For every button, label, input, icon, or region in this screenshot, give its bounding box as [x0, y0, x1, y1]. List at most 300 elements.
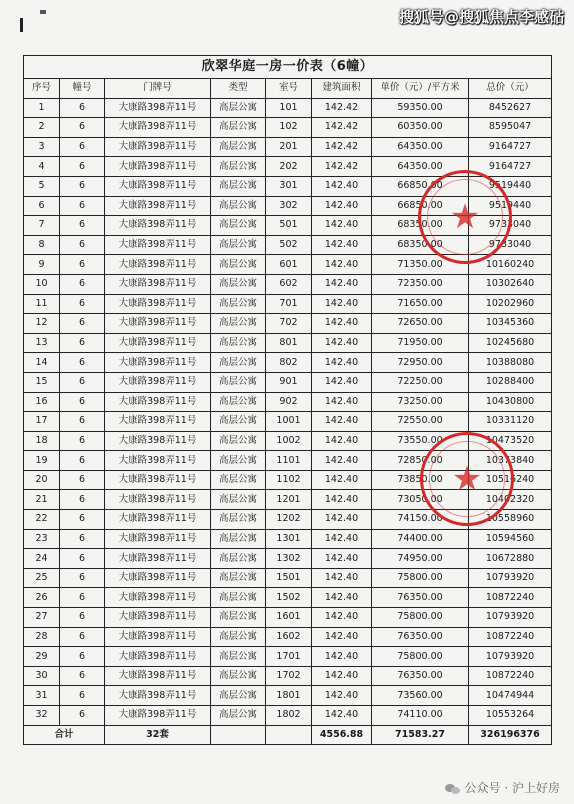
cell-unit-price: 59350.00 [372, 98, 469, 118]
cell-total-price: 10516240 [469, 470, 552, 490]
cell-index: 12 [24, 314, 60, 334]
cell-building: 6 [60, 588, 105, 608]
cell-area: 142.40 [312, 372, 372, 392]
page-mark [40, 10, 46, 14]
total-row [24, 725, 552, 745]
cell-address: 大康路398弄11号 [105, 294, 211, 314]
cell-index: 29 [24, 647, 60, 667]
cell-area: 142.40 [312, 549, 372, 569]
cell-index: 4 [24, 157, 60, 177]
cell-area: 142.40 [312, 392, 372, 412]
empty-cell [211, 725, 266, 745]
cell-room: 302 [266, 196, 312, 216]
total-area: 4556.88 [312, 725, 372, 745]
cell-building: 6 [60, 255, 105, 275]
cell-index: 27 [24, 608, 60, 628]
cell-room: 201 [266, 137, 312, 157]
cell-type: 高层公寓 [211, 235, 266, 255]
cell-area: 142.42 [312, 118, 372, 138]
cell-building: 6 [60, 216, 105, 236]
cell-index: 25 [24, 568, 60, 588]
cell-address: 大康路398弄11号 [105, 98, 211, 118]
cell-type: 高层公寓 [211, 216, 266, 236]
cell-room: 702 [266, 314, 312, 334]
cell-type: 高层公寓 [211, 706, 266, 726]
table-row [24, 98, 552, 118]
cell-index: 13 [24, 333, 60, 353]
cell-room: 202 [266, 157, 312, 177]
cell-total-price: 9519440 [469, 196, 552, 216]
cell-unit-price: 76350.00 [372, 666, 469, 686]
cell-building: 6 [60, 274, 105, 294]
cell-address: 大康路398弄11号 [105, 510, 211, 530]
cell-address: 大康路398弄11号 [105, 157, 211, 177]
cell-index: 16 [24, 392, 60, 412]
price-table [23, 55, 552, 745]
empty-cell [266, 725, 312, 745]
cell-address: 大康路398弄11号 [105, 372, 211, 392]
table-row [24, 666, 552, 686]
cell-building: 6 [60, 431, 105, 451]
star-icon: ★ [451, 459, 483, 499]
cell-type: 高层公寓 [211, 431, 266, 451]
cell-address: 大康路398弄11号 [105, 549, 211, 569]
cell-area: 142.40 [312, 568, 372, 588]
cell-unit-price: 72950.00 [372, 353, 469, 373]
cell-room: 1101 [266, 451, 312, 471]
cell-area: 142.40 [312, 255, 372, 275]
cell-area: 142.42 [312, 137, 372, 157]
cell-building: 6 [60, 647, 105, 667]
cell-room: 602 [266, 274, 312, 294]
cell-room: 1801 [266, 686, 312, 706]
cell-total-price: 10793920 [469, 568, 552, 588]
cell-total-price: 9164727 [469, 137, 552, 157]
cell-area: 142.40 [312, 314, 372, 334]
cell-index: 10 [24, 274, 60, 294]
cell-index: 15 [24, 372, 60, 392]
total-count: 32套 [105, 725, 211, 745]
cell-address: 大康路398弄11号 [105, 490, 211, 510]
cell-address: 大康路398弄11号 [105, 333, 211, 353]
cell-type: 高层公寓 [211, 470, 266, 490]
cell-total-price: 10160240 [469, 255, 552, 275]
cell-type: 高层公寓 [211, 137, 266, 157]
cell-building: 6 [60, 196, 105, 216]
cell-unit-price: 75800.00 [372, 647, 469, 667]
header-row [24, 79, 552, 99]
cell-type: 高层公寓 [211, 490, 266, 510]
cell-unit-price: 60350.00 [372, 118, 469, 138]
cell-unit-price: 73850.00 [372, 470, 469, 490]
table-row [24, 490, 552, 510]
cell-address: 大康路398弄11号 [105, 196, 211, 216]
cell-unit-price: 74110.00 [372, 706, 469, 726]
cell-unit-price: 76350.00 [372, 588, 469, 608]
cell-total-price: 10388080 [469, 353, 552, 373]
cell-address: 大康路398弄11号 [105, 431, 211, 451]
cell-area: 142.42 [312, 98, 372, 118]
table-row [24, 333, 552, 353]
cell-total-price: 10872240 [469, 666, 552, 686]
cell-area: 142.40 [312, 451, 372, 471]
header-cell: 建筑面积 [312, 79, 372, 99]
cell-address: 大康路398弄11号 [105, 529, 211, 549]
cell-area: 142.42 [312, 157, 372, 177]
cell-area: 142.40 [312, 235, 372, 255]
cell-unit-price: 68350.00 [372, 235, 469, 255]
cell-address: 大康路398弄11号 [105, 706, 211, 726]
cell-address: 大康路398弄11号 [105, 314, 211, 334]
cell-total-price: 9733040 [469, 235, 552, 255]
cell-type: 高层公寓 [211, 176, 266, 196]
table-row [24, 255, 552, 275]
table-row [24, 137, 552, 157]
cell-total-price: 10793920 [469, 608, 552, 628]
table-row [24, 353, 552, 373]
cell-address: 大康路398弄11号 [105, 216, 211, 236]
table-row [24, 314, 552, 334]
cell-area: 142.40 [312, 608, 372, 628]
table-row [24, 294, 552, 314]
header-cell: 序号 [24, 79, 60, 99]
table-row [24, 627, 552, 647]
cell-address: 大康路398弄11号 [105, 137, 211, 157]
table-title: 欣翠华庭一房一价表（6幢） [24, 56, 552, 79]
cell-address: 大康路398弄11号 [105, 353, 211, 373]
cell-room: 901 [266, 372, 312, 392]
cell-area: 142.40 [312, 588, 372, 608]
cell-area: 142.40 [312, 686, 372, 706]
cell-unit-price: 76350.00 [372, 627, 469, 647]
cell-building: 6 [60, 157, 105, 177]
cell-room: 1702 [266, 666, 312, 686]
cell-building: 6 [60, 666, 105, 686]
cell-building: 6 [60, 235, 105, 255]
cell-total-price: 10553264 [469, 706, 552, 726]
cell-building: 6 [60, 333, 105, 353]
cell-total-price: 10288400 [469, 372, 552, 392]
cell-unit-price: 68350.00 [372, 216, 469, 236]
cell-type: 高层公寓 [211, 157, 266, 177]
cell-area: 142.40 [312, 706, 372, 726]
cell-total-price: 10373840 [469, 451, 552, 471]
table-row [24, 412, 552, 432]
cell-type: 高层公寓 [211, 666, 266, 686]
cell-building: 6 [60, 470, 105, 490]
cell-type: 高层公寓 [211, 686, 266, 706]
header-cell: 门牌号 [105, 79, 211, 99]
cell-type: 高层公寓 [211, 333, 266, 353]
cell-building: 6 [60, 549, 105, 569]
cell-room: 1001 [266, 412, 312, 432]
header-cell: 总价（元） [469, 79, 552, 99]
cell-index: 26 [24, 588, 60, 608]
cell-total-price: 10474944 [469, 686, 552, 706]
cell-type: 高层公寓 [211, 196, 266, 216]
cell-unit-price: 66850.00 [372, 176, 469, 196]
star-icon: ★ [449, 197, 481, 237]
cell-total-price: 10245680 [469, 333, 552, 353]
cell-address: 大康路398弄11号 [105, 255, 211, 275]
cell-address: 大康路398弄11号 [105, 608, 211, 628]
cell-address: 大康路398弄11号 [105, 666, 211, 686]
cell-unit-price: 72250.00 [372, 372, 469, 392]
cell-type: 高层公寓 [211, 353, 266, 373]
cell-address: 大康路398弄11号 [105, 392, 211, 412]
cell-unit-price: 73050.00 [372, 490, 469, 510]
table-row [24, 608, 552, 628]
cell-area: 142.40 [312, 216, 372, 236]
cell-type: 高层公寓 [211, 608, 266, 628]
cell-index: 19 [24, 451, 60, 471]
table-row [24, 235, 552, 255]
cell-total-price: 9519440 [469, 176, 552, 196]
cell-address: 大康路398弄11号 [105, 588, 211, 608]
cell-type: 高层公寓 [211, 98, 266, 118]
cell-type: 高层公寓 [211, 118, 266, 138]
cell-index: 20 [24, 470, 60, 490]
cell-index: 24 [24, 549, 60, 569]
cell-address: 大康路398弄11号 [105, 470, 211, 490]
table-row [24, 568, 552, 588]
cell-total-price: 10202960 [469, 294, 552, 314]
total-avg-price: 71583.27 [372, 725, 469, 745]
cell-unit-price: 64350.00 [372, 157, 469, 177]
cell-area: 142.40 [312, 470, 372, 490]
cell-type: 高层公寓 [211, 588, 266, 608]
cell-address: 大康路398弄11号 [105, 176, 211, 196]
table-row [24, 274, 552, 294]
cell-area: 142.40 [312, 510, 372, 530]
cell-room: 1502 [266, 588, 312, 608]
cell-unit-price: 72550.00 [372, 412, 469, 432]
cell-total-price: 10345360 [469, 314, 552, 334]
cell-area: 142.40 [312, 490, 372, 510]
table-row [24, 706, 552, 726]
cell-total-price: 8452627 [469, 98, 552, 118]
header-cell: 幢号 [60, 79, 105, 99]
cell-room: 501 [266, 216, 312, 236]
table-row [24, 647, 552, 667]
cell-total-price: 10872240 [469, 627, 552, 647]
cell-index: 3 [24, 137, 60, 157]
cell-building: 6 [60, 314, 105, 334]
cell-building: 6 [60, 490, 105, 510]
cell-total-price: 10473520 [469, 431, 552, 451]
cell-type: 高层公寓 [211, 255, 266, 275]
cell-room: 802 [266, 353, 312, 373]
header-cell: 室号 [266, 79, 312, 99]
cell-total-price: 10558960 [469, 510, 552, 530]
cell-unit-price: 66850.00 [372, 196, 469, 216]
cell-room: 1201 [266, 490, 312, 510]
cell-building: 6 [60, 686, 105, 706]
cell-index: 30 [24, 666, 60, 686]
cell-building: 6 [60, 392, 105, 412]
cell-area: 142.40 [312, 196, 372, 216]
cell-index: 14 [24, 353, 60, 373]
cell-building: 6 [60, 118, 105, 138]
cell-building: 6 [60, 372, 105, 392]
cell-building: 6 [60, 529, 105, 549]
cell-index: 17 [24, 412, 60, 432]
cell-room: 1802 [266, 706, 312, 726]
cell-index: 7 [24, 216, 60, 236]
cell-unit-price: 74950.00 [372, 549, 469, 569]
cell-total-price: 10872240 [469, 588, 552, 608]
cell-total-price: 10302640 [469, 274, 552, 294]
cell-area: 142.40 [312, 176, 372, 196]
cell-building: 6 [60, 412, 105, 432]
cell-unit-price: 74150.00 [372, 510, 469, 530]
cell-room: 1301 [266, 529, 312, 549]
cell-building: 6 [60, 98, 105, 118]
cell-address: 大康路398弄11号 [105, 568, 211, 588]
cell-area: 142.40 [312, 647, 372, 667]
cell-type: 高层公寓 [211, 294, 266, 314]
header-cell: 单价（元）/平方米 [372, 79, 469, 99]
cell-unit-price: 64350.00 [372, 137, 469, 157]
bottom-watermark-text: 公众号 · 沪上好房 [464, 781, 560, 795]
cell-room: 301 [266, 176, 312, 196]
cell-type: 高层公寓 [211, 412, 266, 432]
cell-room: 1601 [266, 608, 312, 628]
cell-area: 142.40 [312, 412, 372, 432]
cell-unit-price: 73550.00 [372, 431, 469, 451]
cell-address: 大康路398弄11号 [105, 627, 211, 647]
cell-index: 9 [24, 255, 60, 275]
table-row [24, 372, 552, 392]
cell-index: 28 [24, 627, 60, 647]
cell-area: 142.40 [312, 294, 372, 314]
cell-unit-price: 72650.00 [372, 314, 469, 334]
cell-total-price: 10331120 [469, 412, 552, 432]
cell-area: 142.40 [312, 274, 372, 294]
cell-type: 高层公寓 [211, 451, 266, 471]
cell-building: 6 [60, 706, 105, 726]
table-row [24, 196, 552, 216]
cell-area: 142.40 [312, 666, 372, 686]
wechat-icon [445, 783, 461, 795]
cell-type: 高层公寓 [211, 274, 266, 294]
table-row [24, 510, 552, 530]
cell-type: 高层公寓 [211, 647, 266, 667]
cell-building: 6 [60, 176, 105, 196]
header-cell: 类型 [211, 79, 266, 99]
cell-area: 142.40 [312, 353, 372, 373]
cell-total-price: 10793920 [469, 647, 552, 667]
cell-room: 701 [266, 294, 312, 314]
cell-unit-price: 74400.00 [372, 529, 469, 549]
table-row [24, 529, 552, 549]
table-body [24, 98, 552, 725]
cell-index: 32 [24, 706, 60, 726]
table-row [24, 431, 552, 451]
cell-building: 6 [60, 451, 105, 471]
cell-address: 大康路398弄11号 [105, 412, 211, 432]
table-row [24, 216, 552, 236]
cell-building: 6 [60, 608, 105, 628]
cell-room: 101 [266, 98, 312, 118]
cell-address: 大康路398弄11号 [105, 686, 211, 706]
cell-total-price: 10594560 [469, 529, 552, 549]
cell-building: 6 [60, 294, 105, 314]
cell-room: 1701 [266, 647, 312, 667]
cell-total-price: 9733040 [469, 216, 552, 236]
cell-index: 23 [24, 529, 60, 549]
bottom-watermark [445, 779, 560, 796]
cell-total-price: 10402320 [469, 490, 552, 510]
table-row [24, 686, 552, 706]
cell-index: 22 [24, 510, 60, 530]
page-mark [20, 18, 23, 32]
total-price: 326196376 [469, 725, 552, 745]
cell-total-price: 9164727 [469, 157, 552, 177]
cell-address: 大康路398弄11号 [105, 118, 211, 138]
cell-area: 142.40 [312, 529, 372, 549]
cell-index: 31 [24, 686, 60, 706]
cell-unit-price: 75800.00 [372, 608, 469, 628]
table-row [24, 451, 552, 471]
cell-unit-price: 73560.00 [372, 686, 469, 706]
cell-index: 6 [24, 196, 60, 216]
total-label: 合计 [24, 725, 105, 745]
cell-room: 1302 [266, 549, 312, 569]
cell-type: 高层公寓 [211, 372, 266, 392]
table-row [24, 176, 552, 196]
cell-address: 大康路398弄11号 [105, 451, 211, 471]
cell-room: 1202 [266, 510, 312, 530]
cell-room: 502 [266, 235, 312, 255]
cell-total-price: 8595047 [469, 118, 552, 138]
cell-type: 高层公寓 [211, 627, 266, 647]
table-row [24, 392, 552, 412]
cell-room: 1002 [266, 431, 312, 451]
cell-unit-price: 72350.00 [372, 274, 469, 294]
cell-type: 高层公寓 [211, 314, 266, 334]
table-row [24, 588, 552, 608]
table-row [24, 549, 552, 569]
cell-index: 18 [24, 431, 60, 451]
cell-total-price: 10672880 [469, 549, 552, 569]
cell-area: 142.40 [312, 431, 372, 451]
cell-room: 902 [266, 392, 312, 412]
table-row [24, 157, 552, 177]
cell-unit-price: 73250.00 [372, 392, 469, 412]
cell-address: 大康路398弄11号 [105, 274, 211, 294]
table-row [24, 118, 552, 138]
cell-room: 801 [266, 333, 312, 353]
cell-index: 8 [24, 235, 60, 255]
cell-address: 大康路398弄11号 [105, 235, 211, 255]
top-watermark: 搜狐号@搜狐焦点李感砧 [398, 8, 564, 26]
cell-room: 1602 [266, 627, 312, 647]
cell-area: 142.40 [312, 333, 372, 353]
cell-building: 6 [60, 568, 105, 588]
cell-building: 6 [60, 137, 105, 157]
table-row [24, 470, 552, 490]
cell-building: 6 [60, 510, 105, 530]
cell-type: 高层公寓 [211, 392, 266, 412]
cell-unit-price: 71650.00 [372, 294, 469, 314]
cell-room: 601 [266, 255, 312, 275]
cell-type: 高层公寓 [211, 549, 266, 569]
cell-area: 142.40 [312, 627, 372, 647]
cell-type: 高层公寓 [211, 568, 266, 588]
cell-type: 高层公寓 [211, 529, 266, 549]
cell-building: 6 [60, 353, 105, 373]
